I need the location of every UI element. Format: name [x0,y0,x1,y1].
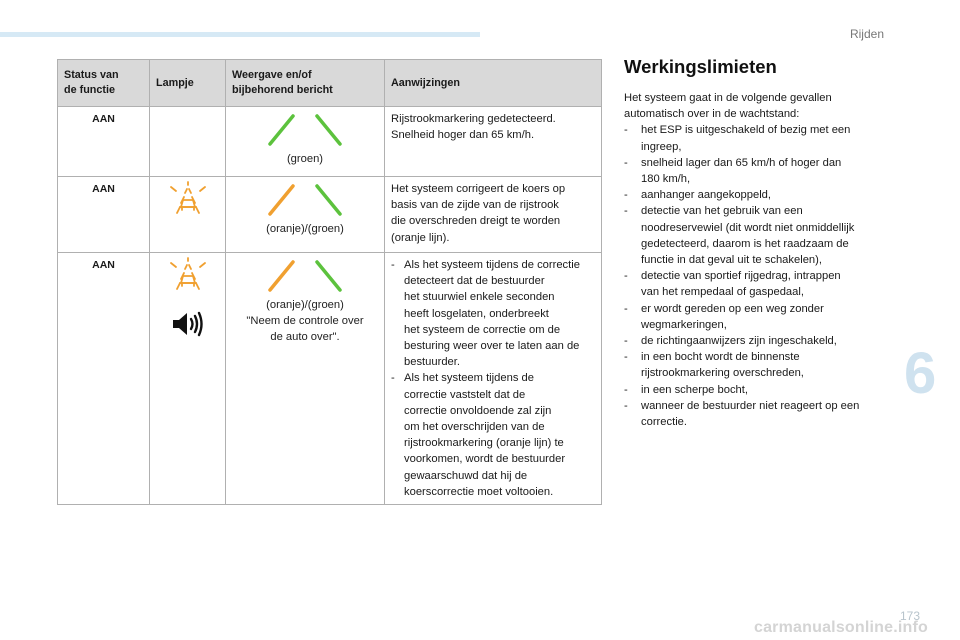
header-display [226,60,385,107]
lamp-cell [150,177,226,253]
note-line: heeft losgelaten, onderbreekt [404,307,549,320]
limit-line: 180 km/h, [641,173,691,186]
intro-line: Het systeem gaat in de volgende gevallen [624,92,832,104]
limit-item [624,382,894,398]
limits-list [624,122,894,430]
speaker-icon [171,310,205,338]
header-lamp [150,60,226,107]
limit-item [624,301,894,333]
list-item [391,257,595,370]
display-cell [226,107,385,177]
note-line: detecteert dat de bestuurder [404,275,545,288]
header-display-l1: Weergave en/of [232,69,312,81]
table-row [58,177,602,253]
display-cell [226,253,385,505]
limit-line: - aanhanger aangekoppeld, [641,189,772,202]
limits-title: Werkingslimieten [624,56,777,77]
note-line: om het overschrijden van de [404,421,545,434]
limit-item [624,155,894,187]
note-line: Het systeem corrigeert de koers op [391,183,566,195]
left-lane-line [270,116,293,144]
limits-intro [624,90,894,122]
limit-line: - het ESP is uitgeschakeld of bezig met een [641,124,851,137]
limit-line: functie in dat geval uit te schakelen), [641,254,822,267]
note-line: koerscorrectie moet voltooien. [404,485,554,498]
lane-keeping-assist-icon [168,181,208,215]
header-notes [385,60,602,107]
note-line: Rijstrookmarkering gedetecteerd. [391,113,556,125]
watermark: carmanualsonline.info [753,619,928,636]
limit-line: ingreep, [641,140,682,153]
table-header-row [58,60,602,107]
display-caption: (groen) [286,153,324,165]
note-line: (oranje lijn). [391,231,450,244]
note-line: - Als het systeem tijdens de correctie [404,259,580,271]
limit-line: correctie. [641,416,688,429]
note-line: besturing weer over te laten aan de [404,340,580,353]
note-line: rijstrookmarkering (oranje lijn) te [404,437,564,450]
right-lane-line [317,186,340,214]
header-status-l1: Status van [64,69,119,81]
header-status [58,60,150,107]
limit-item [624,333,894,349]
section-title: Rijden [849,27,884,41]
right-lane-line [317,116,340,144]
header-status-l2: de functie [64,84,115,96]
table-row [58,253,602,505]
page-number: 173 [899,609,920,623]
note-line: het stuurwiel enkele seconden [404,291,555,304]
header-notes-text: Aanwijzingen [391,76,460,89]
limit-line: van het rempedaal of gaspedaal, [641,286,804,299]
status-cell: AAN [58,253,150,505]
limit-line: - detectie van sportief rijgedrag, intrappen [641,270,841,283]
header-lamp-text: Lampje [156,76,194,89]
lamp-cell [150,107,226,177]
limit-line: - snelheid lager dan 65 km/h of hoger dan [641,156,842,169]
lane-keeping-assist-icon [168,257,208,291]
note-line: het systeem de correctie om de [404,323,561,336]
limit-item [624,268,894,300]
limit-line: noodreservewiel (dit wordt niet onmiddellijk [641,221,855,234]
table-row [58,107,602,177]
limit-line: - detectie van het gebruik van een [641,205,803,218]
notes-cell [385,107,602,177]
status-cell: AAN [58,107,150,177]
status-cell: AAN [58,177,150,253]
intro-line: automatisch over in de wachtstand: [624,108,800,121]
lamp-cell [150,253,226,505]
limits-section [624,56,894,430]
note-line: correctie vaststelt dat de [404,388,526,401]
limit-item [624,203,894,268]
lane-lines-graphic [260,183,350,217]
note-line: basis van de zijde van de rijstrook [391,199,559,212]
limit-line: - wanneer de bestuurder niet reageert op een [641,399,860,412]
limit-item [624,349,894,381]
note-line: - Als het systeem tijdens de [404,372,534,385]
note-line: voorkomen, wordt de bestuurder [404,453,566,466]
display-message-line: "Neem de controle over [246,315,364,328]
limit-line: - er wordt gereden op een weg zonder [641,302,824,315]
left-lane-line [270,262,293,290]
notes-cell [385,253,602,505]
left-lane-line [270,186,293,214]
notes-list [391,257,595,500]
top-accent-bar [0,32,480,37]
note-line: Snelheid hoger dan 65 km/h. [391,129,535,142]
display-message-line: de auto over". [270,331,340,344]
limit-item [624,122,894,154]
header-display-l2: bijbehorend bericht [232,84,333,96]
lane-lines-graphic [260,113,350,147]
note-line: die overschreden dreigt te worden [391,215,561,228]
limit-line: rijstrookmarkering overschreden, [641,367,804,380]
lane-lines-graphic [260,259,350,293]
display-cell [226,177,385,253]
limit-item [624,398,894,430]
display-caption: (oranje)/(groen) [266,299,344,311]
note-line: bestuurder. [404,356,460,369]
note-line: correctie onvoldoende zal zijn [404,404,552,417]
limit-line: - in een scherpe bocht, [641,383,748,396]
status-table [57,59,602,505]
limit-line: gedetecteerd, daarom is het raadzaam de [641,237,849,250]
note-line: gewaarschuwd dat hij de [404,469,528,482]
limit-line: - de richtingaanwijzers zijn ingeschakeld, [641,335,837,348]
limit-item [624,187,894,203]
limit-line: wegmarkeringen, [641,318,727,331]
list-item [391,370,595,500]
limit-line: - in een bocht wordt de binnenste [641,351,800,364]
display-caption: (oranje)/(groen) [266,223,344,235]
chapter-number: 6 [904,341,937,406]
notes-cell [385,177,602,253]
right-lane-line [317,262,340,290]
